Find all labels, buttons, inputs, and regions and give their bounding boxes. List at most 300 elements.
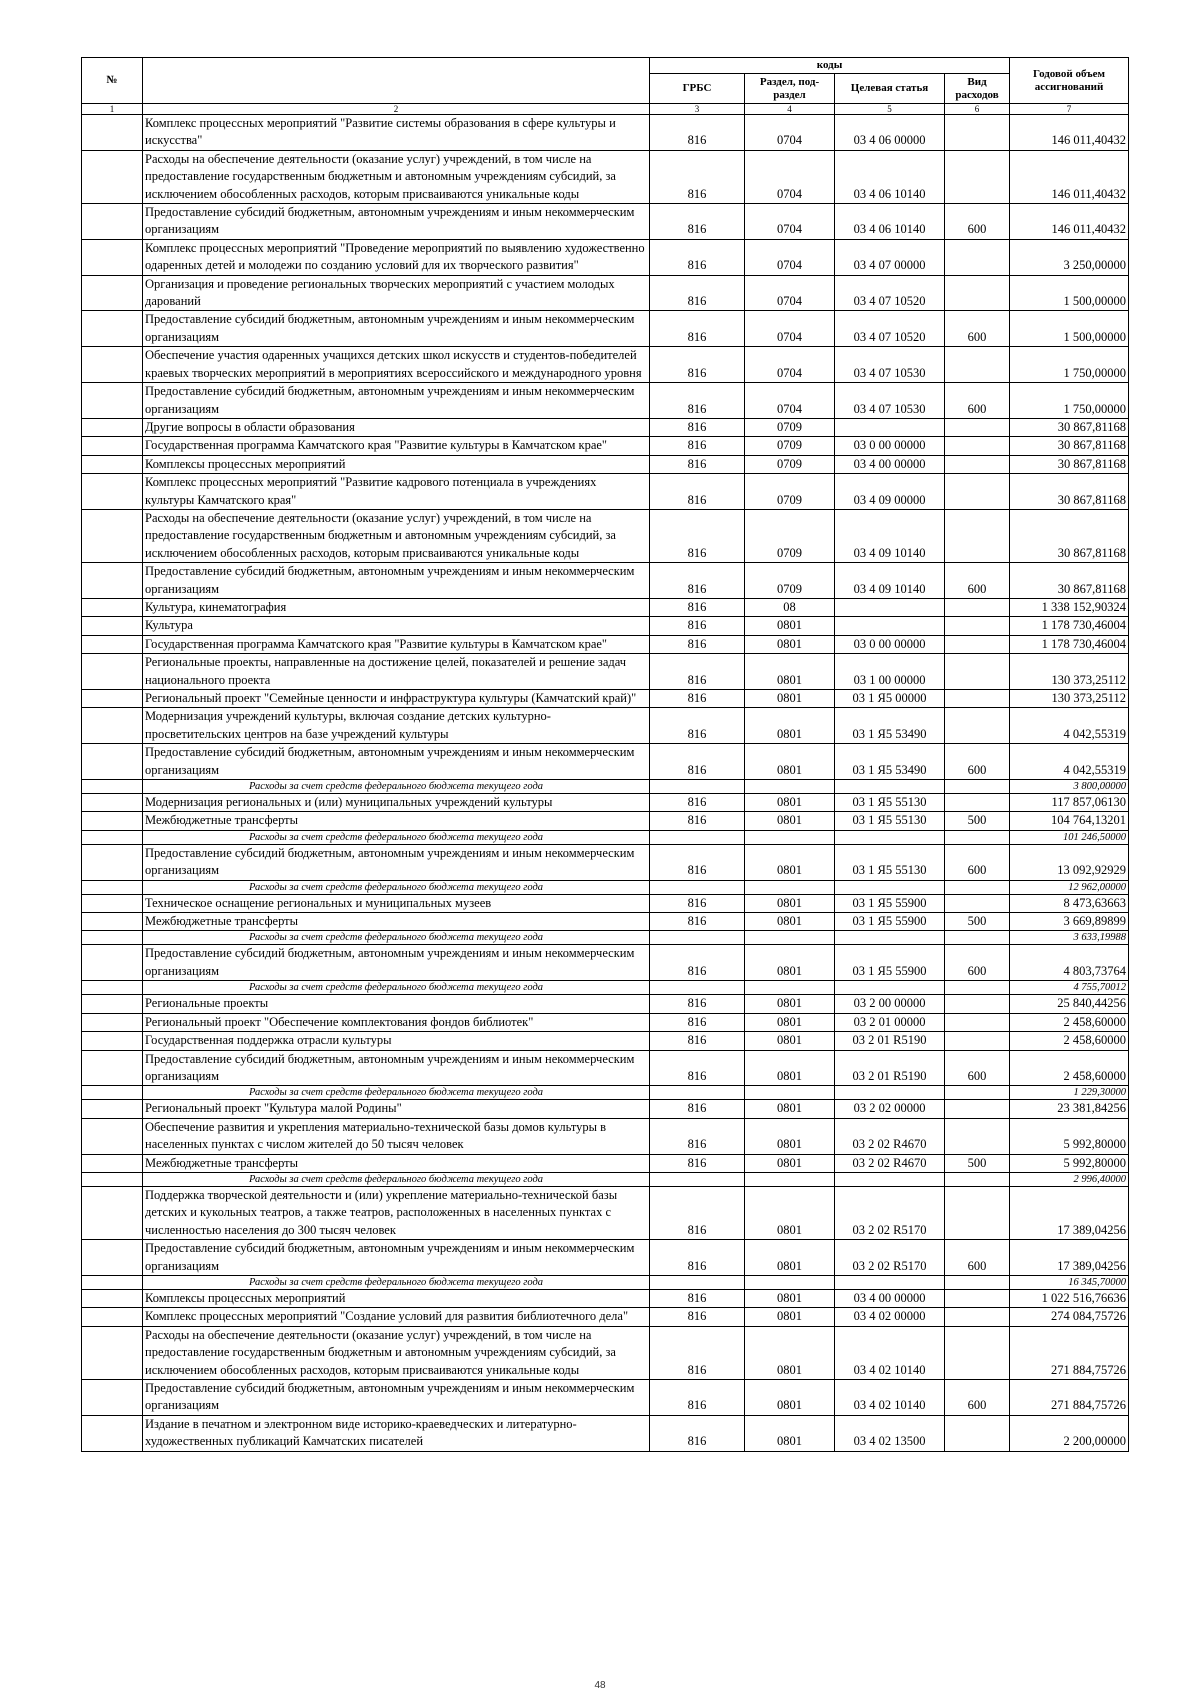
row-name-cell: Государственная программа Камчатского края "Развитие культуры в Камчатском крае" — [143, 437, 650, 455]
row-razdel-cell: 0801 — [745, 894, 835, 912]
row-grbs-cell: 816 — [650, 945, 745, 981]
row-sum-cell: 8 473,63663 — [1010, 894, 1129, 912]
row-number-cell — [82, 945, 143, 981]
row-sum-cell: 30 867,81168 — [1010, 418, 1129, 436]
row-vid-cell: 600 — [945, 311, 1010, 347]
table-row — [82, 563, 1129, 599]
row-number-cell — [82, 311, 143, 347]
row-name-cell: Комплекс процессных мероприятий "Создание условий для развития библиотечного дела" — [143, 1308, 650, 1326]
header-no: № — [82, 58, 143, 104]
federal-budget-row — [82, 830, 1129, 844]
row-sum-cell: 4 042,55319 — [1010, 744, 1129, 780]
row-number-cell — [82, 1032, 143, 1050]
federal-budget-row — [82, 880, 1129, 894]
table-body — [82, 115, 1129, 1452]
row-sum-cell: 274 084,75726 — [1010, 1308, 1129, 1326]
row-number-cell — [82, 474, 143, 510]
row-name-cell: Комплекс процессных мероприятий "Развитие кадрового потенциала в учреждениях культуры Камчатского края" — [143, 474, 650, 510]
row-statia-cell: 03 4 00 00000 — [835, 455, 945, 473]
row-statia-cell — [835, 418, 945, 436]
row-name-cell: Межбюджетные трансферты — [143, 812, 650, 830]
row-statia-cell — [835, 1275, 945, 1289]
row-sum-cell: 30 867,81168 — [1010, 474, 1129, 510]
row-number-cell — [82, 1118, 143, 1154]
row-grbs-cell — [650, 1275, 745, 1289]
table-row — [82, 474, 1129, 510]
row-statia-cell: 03 1 Я5 00000 — [835, 690, 945, 708]
row-vid-cell — [945, 1172, 1010, 1186]
row-name-cell: Расходы на обеспечение деятельности (оказание услуг) учреждений, в том числе на предоставление государственным бюджетным и автономным учреждениям субсидий, за исключением обособленных расходов, которым присваиваются уникальные коды — [143, 150, 650, 203]
row-statia-cell — [835, 1086, 945, 1100]
row-sum-cell: 30 867,81168 — [1010, 437, 1129, 455]
row-name-cell: Расходы за счет средств федерального бюджета текущего года — [143, 1275, 650, 1289]
row-vid-cell — [945, 690, 1010, 708]
row-vid-cell — [945, 635, 1010, 653]
row-statia-cell: 03 4 07 00000 — [835, 239, 945, 275]
row-sum-cell: 13 092,92929 — [1010, 844, 1129, 880]
row-grbs-cell: 816 — [650, 690, 745, 708]
row-sum-cell: 25 840,44256 — [1010, 995, 1129, 1013]
row-razdel-cell: 0801 — [745, 1186, 835, 1239]
row-number-cell — [82, 418, 143, 436]
row-vid-cell — [945, 1032, 1010, 1050]
row-name-cell: Предоставление субсидий бюджетным, автономным учреждениям и иным некоммерческим организациям — [143, 383, 650, 419]
row-vid-cell — [945, 474, 1010, 510]
federal-budget-row — [82, 1172, 1129, 1186]
row-razdel-cell: 0801 — [745, 1380, 835, 1416]
row-grbs-cell: 816 — [650, 383, 745, 419]
row-sum-cell: 271 884,75726 — [1010, 1326, 1129, 1379]
table-row — [82, 812, 1129, 830]
row-grbs-cell: 816 — [650, 1415, 745, 1451]
row-statia-cell: 03 4 06 00000 — [835, 115, 945, 151]
row-name-cell: Комплекс процессных мероприятий "Развитие системы образования в сфере культуры и искусства" — [143, 115, 650, 151]
row-statia-cell: 03 4 09 10140 — [835, 563, 945, 599]
row-razdel-cell: 0801 — [745, 708, 835, 744]
row-name-cell: Обеспечение развития и укрепления материально-технической базы домов культуры в населенных пунктах с числом жителей до 50 тысяч человек — [143, 1118, 650, 1154]
row-vid-cell — [945, 150, 1010, 203]
row-razdel-cell — [745, 1086, 835, 1100]
row-name-cell: Предоставление субсидий бюджетным, автономным учреждениям и иным некоммерческим организациям — [143, 1240, 650, 1276]
table-row — [82, 347, 1129, 383]
row-number-cell — [82, 150, 143, 203]
row-grbs-cell: 816 — [650, 509, 745, 562]
row-number-cell — [82, 1380, 143, 1416]
row-name-cell: Расходы за счет средств федерального бюджета текущего года — [143, 931, 650, 945]
table-row — [82, 115, 1129, 151]
row-sum-cell: 130 373,25112 — [1010, 654, 1129, 690]
row-statia-cell: 03 4 06 10140 — [835, 150, 945, 203]
row-sum-cell: 1 338 152,90324 — [1010, 598, 1129, 616]
row-statia-cell: 03 1 Я5 55130 — [835, 844, 945, 880]
row-vid-cell — [945, 1326, 1010, 1379]
row-number-cell — [82, 654, 143, 690]
row-grbs-cell: 816 — [650, 598, 745, 616]
table-row — [82, 383, 1129, 419]
row-grbs-cell: 816 — [650, 311, 745, 347]
row-statia-cell — [835, 780, 945, 794]
row-statia-cell: 03 2 02 R5170 — [835, 1240, 945, 1276]
row-number-cell — [82, 437, 143, 455]
row-number-cell — [82, 455, 143, 473]
row-vid-cell: 600 — [945, 383, 1010, 419]
row-sum-cell: 146 011,40432 — [1010, 115, 1129, 151]
row-razdel-cell: 0704 — [745, 383, 835, 419]
row-vid-cell — [945, 1308, 1010, 1326]
row-sum-cell: 3 800,00000 — [1010, 780, 1129, 794]
table-row — [82, 239, 1129, 275]
row-number-cell — [82, 812, 143, 830]
row-vid-cell — [945, 1289, 1010, 1307]
row-vid-cell — [945, 830, 1010, 844]
row-vid-cell — [945, 654, 1010, 690]
row-grbs-cell: 816 — [650, 812, 745, 830]
row-vid-cell — [945, 509, 1010, 562]
row-sum-cell: 16 345,70000 — [1010, 1275, 1129, 1289]
row-number-cell — [82, 1326, 143, 1379]
page-number: 48 — [594, 1680, 606, 1691]
row-number-cell — [82, 880, 143, 894]
row-vid-cell — [945, 347, 1010, 383]
row-grbs-cell: 816 — [650, 844, 745, 880]
row-grbs-cell: 816 — [650, 275, 745, 311]
row-number-cell — [82, 1186, 143, 1239]
row-razdel-cell: 0801 — [745, 1415, 835, 1451]
row-number-cell — [82, 239, 143, 275]
header-grbs: ГРБС — [650, 74, 745, 104]
row-sum-cell: 1 500,00000 — [1010, 275, 1129, 311]
row-sum-cell: 101 246,50000 — [1010, 830, 1129, 844]
row-statia-cell: 03 1 00 00000 — [835, 654, 945, 690]
row-number-cell — [82, 995, 143, 1013]
row-razdel-cell: 0801 — [745, 617, 835, 635]
row-razdel-cell: 0801 — [745, 1240, 835, 1276]
federal-budget-row — [82, 1086, 1129, 1100]
row-vid-cell — [945, 1086, 1010, 1100]
row-razdel-cell: 0801 — [745, 635, 835, 653]
row-grbs-cell: 816 — [650, 1154, 745, 1172]
row-name-cell: Издание в печатном и электронном виде историко-краеведческих и литературно-художественных публикаций Камчатских писателей — [143, 1415, 650, 1451]
row-razdel-cell: 0801 — [745, 1154, 835, 1172]
row-vid-cell — [945, 1275, 1010, 1289]
row-sum-cell: 1 178 730,46004 — [1010, 635, 1129, 653]
row-statia-cell: 03 1 Я5 53490 — [835, 708, 945, 744]
row-number-cell — [82, 894, 143, 912]
row-razdel-cell: 0801 — [745, 1013, 835, 1031]
row-name-cell: Предоставление субсидий бюджетным, автономным учреждениям и иным некоммерческим организациям — [143, 204, 650, 240]
row-name-cell: Предоставление субсидий бюджетным, автономным учреждениям и иным некоммерческим организациям — [143, 1380, 650, 1416]
row-vid-cell: 600 — [945, 563, 1010, 599]
row-name-cell: Комплексы процессных мероприятий — [143, 1289, 650, 1307]
row-statia-cell: 03 1 Я5 55900 — [835, 894, 945, 912]
row-name-cell: Обеспечение участия одаренных учащихся детских школ искусств и студентов-победителей краевых творческих мероприятий в мероприятиях всероссийского и международного уровня — [143, 347, 650, 383]
column-number: 5 — [835, 104, 945, 115]
row-name-cell: Расходы за счет средств федерального бюджета текущего года — [143, 981, 650, 995]
row-vid-cell — [945, 995, 1010, 1013]
row-grbs-cell: 816 — [650, 894, 745, 912]
row-statia-cell: 03 4 09 00000 — [835, 474, 945, 510]
row-statia-cell: 03 1 Я5 55130 — [835, 794, 945, 812]
table-row — [82, 1186, 1129, 1239]
row-number-cell — [82, 1275, 143, 1289]
row-name-cell: Региональные проекты — [143, 995, 650, 1013]
row-vid-cell — [945, 418, 1010, 436]
column-number: 2 — [143, 104, 650, 115]
row-razdel-cell: 0801 — [745, 1100, 835, 1118]
row-number-cell — [82, 981, 143, 995]
row-razdel-cell: 0709 — [745, 418, 835, 436]
row-name-cell: Поддержка творческой деятельности и (или) укрепление материально-технической базы детских и кукольных театров, а также театров, расположенных в населенных пунктах с численностью населения до 300 тысяч человек — [143, 1186, 650, 1239]
row-razdel-cell: 08 — [745, 598, 835, 616]
budget-table — [81, 57, 1129, 1452]
row-grbs-cell — [650, 880, 745, 894]
table-row — [82, 1240, 1129, 1276]
row-grbs-cell: 816 — [650, 794, 745, 812]
row-number-cell — [82, 844, 143, 880]
budget-table-sheet — [81, 57, 1128, 1452]
row-razdel-cell — [745, 830, 835, 844]
row-statia-cell: 03 4 02 10140 — [835, 1380, 945, 1416]
table-row — [82, 744, 1129, 780]
row-sum-cell: 271 884,75726 — [1010, 1380, 1129, 1416]
row-sum-cell: 117 857,06130 — [1010, 794, 1129, 812]
row-razdel-cell: 0801 — [745, 1326, 835, 1379]
row-vid-cell — [945, 1186, 1010, 1239]
row-vid-cell — [945, 794, 1010, 812]
row-name-cell: Расходы на обеспечение деятельности (оказание услуг) учреждений, в том числе на предоставление государственным бюджетным и автономным учреждениям субсидий, за исключением обособленных расходов, которым присваиваются уникальные коды — [143, 1326, 650, 1379]
row-name-cell: Расходы за счет средств федерального бюджета текущего года — [143, 1086, 650, 1100]
row-number-cell — [82, 1154, 143, 1172]
column-number: 1 — [82, 104, 143, 115]
row-razdel-cell: 0801 — [745, 995, 835, 1013]
row-statia-cell — [835, 981, 945, 995]
table-row — [82, 690, 1129, 708]
row-sum-cell: 2 996,40000 — [1010, 1172, 1129, 1186]
table-row — [82, 635, 1129, 653]
row-statia-cell: 03 4 02 13500 — [835, 1415, 945, 1451]
row-number-cell — [82, 347, 143, 383]
row-statia-cell: 03 2 02 00000 — [835, 1100, 945, 1118]
row-number-cell — [82, 1415, 143, 1451]
row-grbs-cell: 816 — [650, 1118, 745, 1154]
row-grbs-cell: 816 — [650, 150, 745, 203]
row-statia-cell: 03 2 00 00000 — [835, 995, 945, 1013]
table-row — [82, 509, 1129, 562]
table-row — [82, 1154, 1129, 1172]
table-row — [82, 794, 1129, 812]
row-name-cell: Комплексы процессных мероприятий — [143, 455, 650, 473]
row-statia-cell — [835, 598, 945, 616]
row-statia-cell: 03 2 02 R5170 — [835, 1186, 945, 1239]
row-grbs-cell: 816 — [650, 995, 745, 1013]
row-name-cell: Региональный проект "Обеспечение комплектования фондов библиотек" — [143, 1013, 650, 1031]
row-sum-cell: 3 633,19988 — [1010, 931, 1129, 945]
row-grbs-cell: 816 — [650, 1240, 745, 1276]
row-grbs-cell: 816 — [650, 635, 745, 653]
row-vid-cell — [945, 239, 1010, 275]
row-grbs-cell: 816 — [650, 617, 745, 635]
row-vid-cell: 600 — [945, 204, 1010, 240]
row-grbs-cell: 816 — [650, 708, 745, 744]
row-statia-cell: 03 4 00 00000 — [835, 1289, 945, 1307]
table-row — [82, 1380, 1129, 1416]
row-grbs-cell: 816 — [650, 437, 745, 455]
row-grbs-cell — [650, 830, 745, 844]
row-number-cell — [82, 744, 143, 780]
row-razdel-cell — [745, 1275, 835, 1289]
row-grbs-cell — [650, 1172, 745, 1186]
row-sum-cell: 3 250,00000 — [1010, 239, 1129, 275]
row-name-cell: Модернизация региональных и (или) муниципальных учреждений культуры — [143, 794, 650, 812]
row-razdel-cell: 0801 — [745, 913, 835, 931]
row-number-cell — [82, 598, 143, 616]
table-row — [82, 1050, 1129, 1086]
row-statia-cell: 03 2 02 R4670 — [835, 1118, 945, 1154]
row-name-cell: Государственная поддержка отрасли культуры — [143, 1032, 650, 1050]
column-number: 4 — [745, 104, 835, 115]
row-razdel-cell — [745, 981, 835, 995]
row-vid-cell: 500 — [945, 812, 1010, 830]
row-name-cell: Региональный проект "Культура малой Родины" — [143, 1100, 650, 1118]
row-grbs-cell: 816 — [650, 1308, 745, 1326]
table-row — [82, 150, 1129, 203]
table-row — [82, 894, 1129, 912]
row-number-cell — [82, 1100, 143, 1118]
row-razdel-cell: 0801 — [745, 1289, 835, 1307]
table-row — [82, 913, 1129, 931]
row-vid-cell — [945, 780, 1010, 794]
row-razdel-cell: 0801 — [745, 1308, 835, 1326]
table-row — [82, 995, 1129, 1013]
row-sum-cell: 1 229,30000 — [1010, 1086, 1129, 1100]
row-number-cell — [82, 563, 143, 599]
table-row — [82, 617, 1129, 635]
row-name-cell: Предоставление субсидий бюджетным, автономным учреждениям и иным некоммерческим организациям — [143, 1050, 650, 1086]
row-statia-cell: 03 4 02 10140 — [835, 1326, 945, 1379]
federal-budget-row — [82, 1275, 1129, 1289]
row-sum-cell: 1 500,00000 — [1010, 311, 1129, 347]
row-sum-cell: 146 011,40432 — [1010, 204, 1129, 240]
row-grbs-cell: 816 — [650, 347, 745, 383]
row-name-cell: Расходы за счет средств федерального бюджета текущего года — [143, 1172, 650, 1186]
row-number-cell — [82, 794, 143, 812]
row-statia-cell: 03 4 07 10520 — [835, 275, 945, 311]
row-sum-cell: 1 750,00000 — [1010, 383, 1129, 419]
row-sum-cell: 23 381,84256 — [1010, 1100, 1129, 1118]
row-number-cell — [82, 635, 143, 653]
row-sum-cell: 3 669,89899 — [1010, 913, 1129, 931]
row-sum-cell: 2 458,60000 — [1010, 1013, 1129, 1031]
row-razdel-cell: 0801 — [745, 690, 835, 708]
row-grbs-cell: 816 — [650, 1380, 745, 1416]
row-vid-cell — [945, 1013, 1010, 1031]
row-vid-cell — [945, 598, 1010, 616]
row-number-cell — [82, 913, 143, 931]
row-name-cell: Расходы на обеспечение деятельности (оказание услуг) учреждений, в том числе на предоставление государственным бюджетным и автономным учреждениям субсидий, за исключением обособленных расходов, которым присваиваются уникальные коды — [143, 509, 650, 562]
row-name-cell: Государственная программа Камчатского края "Развитие культуры в Камчатском крае" — [143, 635, 650, 653]
row-vid-cell: 600 — [945, 844, 1010, 880]
row-vid-cell — [945, 981, 1010, 995]
row-name-cell: Комплекс процессных мероприятий "Проведение мероприятий по выявлению художественно одаренных детей и молодежи по созданию условий для их творческого развития" — [143, 239, 650, 275]
table-row — [82, 708, 1129, 744]
row-vid-cell — [945, 455, 1010, 473]
row-grbs-cell: 816 — [650, 418, 745, 436]
row-razdel-cell: 0709 — [745, 474, 835, 510]
row-razdel-cell: 0801 — [745, 945, 835, 981]
row-statia-cell — [835, 1172, 945, 1186]
row-vid-cell — [945, 931, 1010, 945]
row-vid-cell: 600 — [945, 1240, 1010, 1276]
row-vid-cell — [945, 880, 1010, 894]
row-vid-cell: 600 — [945, 945, 1010, 981]
row-razdel-cell: 0704 — [745, 275, 835, 311]
row-razdel-cell — [745, 1172, 835, 1186]
row-razdel-cell: 0704 — [745, 239, 835, 275]
row-razdel-cell: 0801 — [745, 1032, 835, 1050]
table-row — [82, 455, 1129, 473]
row-number-cell — [82, 509, 143, 562]
row-number-cell — [82, 1240, 143, 1276]
table-row — [82, 598, 1129, 616]
row-vid-cell: 600 — [945, 1050, 1010, 1086]
table-row — [82, 204, 1129, 240]
row-statia-cell — [835, 830, 945, 844]
row-statia-cell: 03 2 01 R5190 — [835, 1032, 945, 1050]
row-name-cell: Предоставление субсидий бюджетным, автономным учреждениям и иным некоммерческим организациям — [143, 844, 650, 880]
row-number-cell — [82, 780, 143, 794]
table-row — [82, 844, 1129, 880]
federal-budget-row — [82, 780, 1129, 794]
row-number-cell — [82, 1172, 143, 1186]
row-name-cell: Культура — [143, 617, 650, 635]
row-grbs-cell: 816 — [650, 1032, 745, 1050]
row-sum-cell: 5 992,80000 — [1010, 1118, 1129, 1154]
column-number-row — [82, 104, 1129, 115]
row-number-cell — [82, 275, 143, 311]
row-vid-cell — [945, 1118, 1010, 1154]
row-vid-cell — [945, 275, 1010, 311]
row-razdel-cell: 0704 — [745, 311, 835, 347]
row-vid-cell: 500 — [945, 1154, 1010, 1172]
row-sum-cell: 4 755,70012 — [1010, 981, 1129, 995]
row-grbs-cell: 816 — [650, 654, 745, 690]
header-vid: Вид расходов — [945, 74, 1010, 104]
row-sum-cell: 130 373,25112 — [1010, 690, 1129, 708]
row-statia-cell: 03 1 Я5 55900 — [835, 945, 945, 981]
row-name-cell: Предоставление субсидий бюджетным, автономным учреждениям и иным некоммерческим организациям — [143, 744, 650, 780]
row-vid-cell — [945, 1415, 1010, 1451]
row-grbs-cell — [650, 780, 745, 794]
row-sum-cell: 4 042,55319 — [1010, 708, 1129, 744]
table-row — [82, 1415, 1129, 1451]
header-codes: коды — [650, 58, 1010, 74]
row-razdel-cell: 0801 — [745, 794, 835, 812]
header-razdel: Раздел, под-раздел — [745, 74, 835, 104]
row-razdel-cell: 0709 — [745, 455, 835, 473]
row-grbs-cell: 816 — [650, 913, 745, 931]
table-row — [82, 1326, 1129, 1379]
row-razdel-cell — [745, 931, 835, 945]
row-number-cell — [82, 1050, 143, 1086]
row-grbs-cell — [650, 931, 745, 945]
row-vid-cell: 500 — [945, 913, 1010, 931]
row-grbs-cell: 816 — [650, 1289, 745, 1307]
row-grbs-cell: 816 — [650, 115, 745, 151]
row-name-cell: Другие вопросы в области образования — [143, 418, 650, 436]
row-name-cell: Межбюджетные трансферты — [143, 913, 650, 931]
row-sum-cell: 1 022 516,76636 — [1010, 1289, 1129, 1307]
row-razdel-cell: 0704 — [745, 204, 835, 240]
